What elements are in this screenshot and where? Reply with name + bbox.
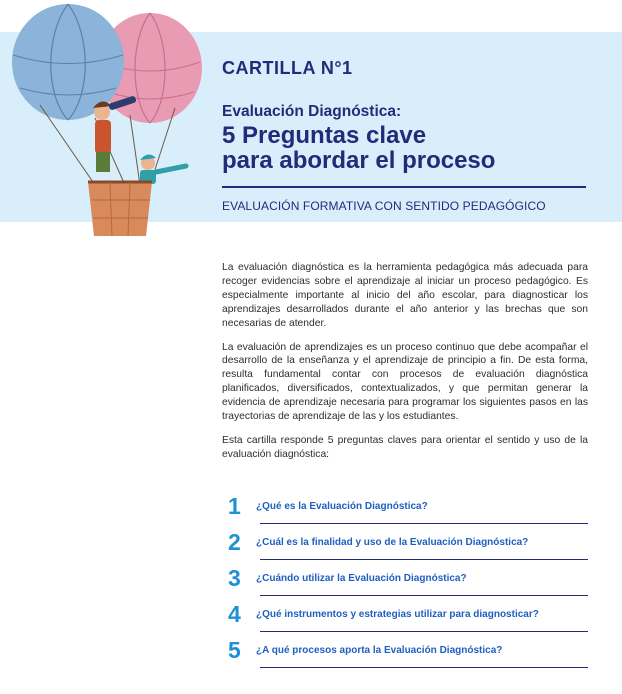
question-link[interactable]: ¿Qué es la Evaluación Diagnóstica?	[256, 500, 428, 512]
question-item-4[interactable]	[228, 596, 588, 632]
page-subtitle: Evaluación Diagnóstica:	[222, 103, 402, 120]
divider	[260, 667, 588, 668]
title-line-2: para abordar el proceso	[222, 147, 496, 174]
header-divider	[222, 186, 586, 188]
question-link[interactable]: ¿Cuándo utilizar la Evaluación Diagnóstica?	[256, 572, 467, 584]
paragraph: La evaluación de aprendizajes es un proceso continuo que debe acompañar el desarrollo de la enseñanza y el aprendizaje de principio a fin. De esta forma, resulta fundamental contar con procesos de evaluación diagnóstica planificados, diversificados, contextualizados, y que permitan generar la evidencia de aprendizaje necesaria para programar los siguientes pasos en las trayectorias de aprendizaje de las y los estudiantes.	[222, 341, 588, 423]
hot-air-balloon-illustration	[0, 0, 215, 245]
section-label: EVALUACIÓN FORMATIVA CON SENTIDO PEDAGÓGICO	[222, 199, 546, 213]
question-link[interactable]: ¿Cuál es la finalidad y uso de la Evaluación Diagnóstica?	[256, 536, 529, 548]
booklet-number: CARTILLA N°1	[222, 58, 353, 78]
page-title	[222, 123, 602, 173]
questions-list	[228, 488, 588, 668]
question-link[interactable]: ¿Qué instrumentos y estrategias utilizar para diagnosticar?	[256, 608, 539, 620]
question-number: 2	[228, 528, 241, 555]
question-number: 1	[228, 492, 241, 519]
question-number: 5	[228, 636, 241, 663]
question-item-1[interactable]	[228, 488, 588, 524]
question-number: 4	[228, 600, 241, 627]
question-link[interactable]: ¿A qué procesos aporta la Evaluación Diagnóstica?	[256, 644, 503, 656]
title-line-1: 5 Preguntas clave	[222, 122, 427, 149]
question-number: 3	[228, 564, 241, 591]
question-item-3[interactable]	[228, 560, 588, 596]
paragraph: Esta cartilla responde 5 preguntas claves para orientar el sentido y uso de la evaluación diagnóstica:	[222, 434, 588, 460]
paragraph: La evaluación diagnóstica es la herramienta pedagógica más adecuada para recoger evidencias sobre el aprendizaje al iniciar un proceso pedagógico. Es especialmente importante al inicio del año escolar, para diagnosticar los aprendizajes desarrollados durante el año anterior y las brechas que son necesarias de atender.	[222, 262, 588, 329]
body-text	[222, 261, 588, 472]
header-block	[222, 58, 602, 213]
question-item-5[interactable]	[228, 632, 588, 668]
question-item-2[interactable]	[228, 524, 588, 560]
